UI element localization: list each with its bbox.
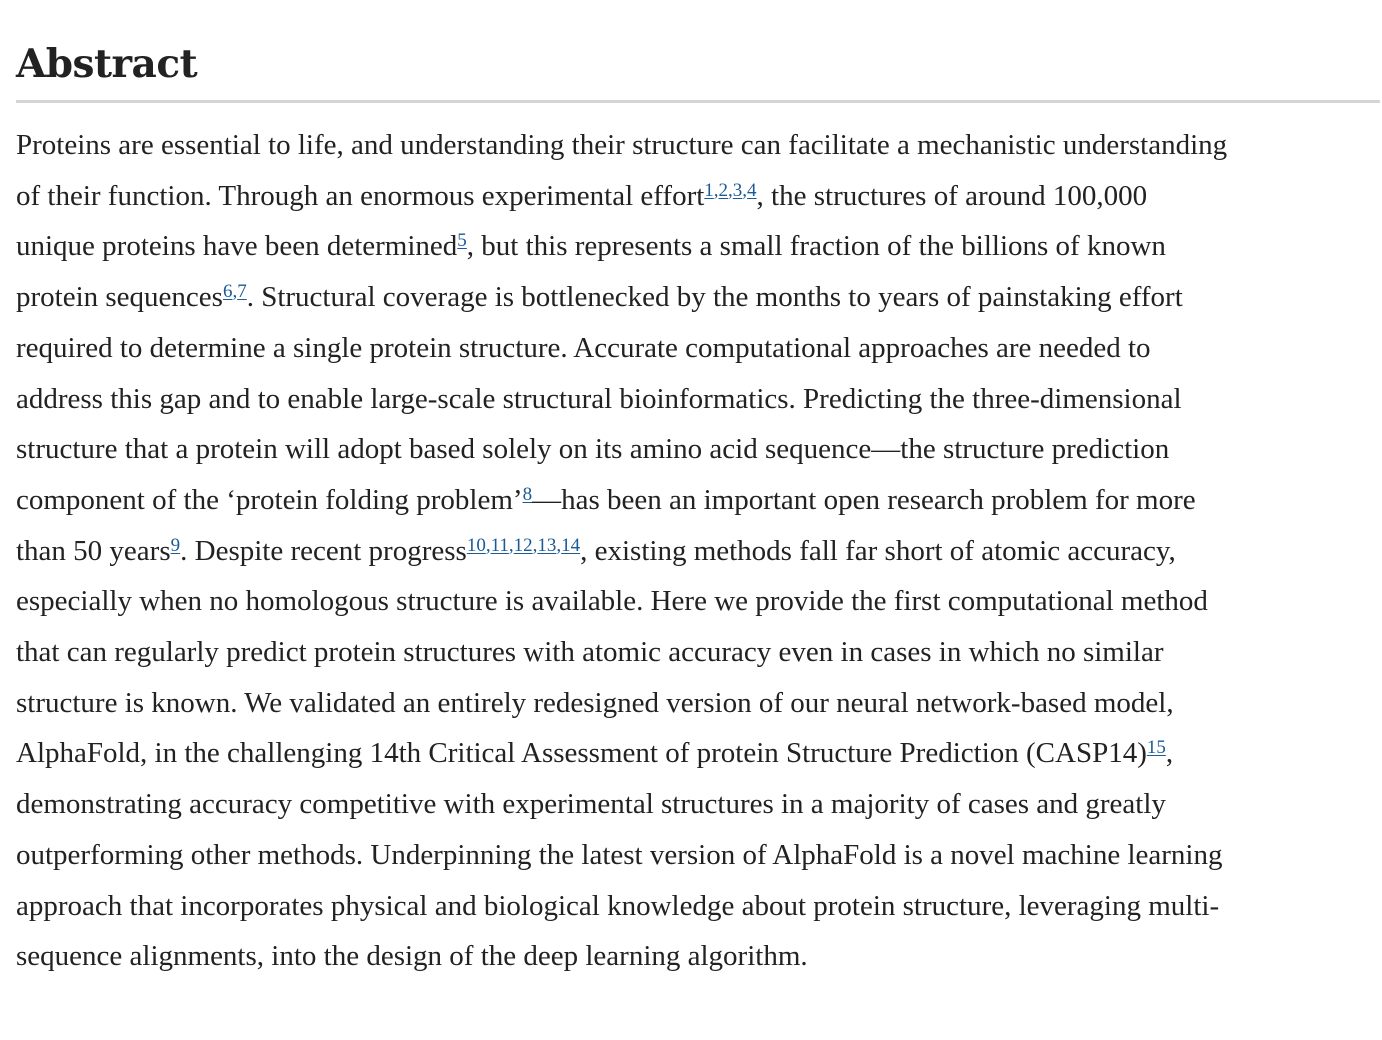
abstract-line: [16, 475, 1380, 526]
abstract-text: , the structures of around 100,000: [756, 179, 1148, 212]
citation-separator: ,: [232, 281, 238, 303]
abstract-text: required to determine a single protein structure. Accurate computational approaches are needed to: [16, 331, 1151, 364]
citation-link[interactable]: 8: [522, 483, 533, 505]
abstract-text: approach that incorporates physical and biological knowledge about protein structure, leveraging multi-: [16, 889, 1220, 922]
abstract-line: [16, 120, 1380, 171]
abstract-text: . Structural coverage is bottlenecked by the months to years of painstaking effort: [246, 281, 1183, 314]
abstract-section: [16, 36, 1380, 982]
abstract-line: [16, 678, 1380, 729]
citation-separator: ,: [556, 534, 562, 556]
citation-link[interactable]: 13: [537, 534, 557, 556]
citation-link[interactable]: 9: [170, 534, 181, 556]
abstract-text: of their function. Through an enormous experimental effort: [16, 179, 705, 212]
abstract-text: sequence alignments, into the design of the deep learning algorithm.: [16, 940, 808, 973]
abstract-text: component of the ‘protein folding problem’: [16, 483, 523, 516]
abstract-text: . Despite recent progress: [180, 534, 467, 567]
citation-separator: ,: [728, 179, 733, 201]
abstract-text: especially when no homologous structure is available. Here we provide the first computational method: [16, 585, 1208, 618]
citation-separator: ,: [508, 534, 514, 556]
citation-link[interactable]: 6: [222, 281, 233, 303]
citation-link[interactable]: 10: [466, 534, 486, 556]
abstract-text: unique proteins have been determined: [16, 230, 458, 263]
citation-group: [704, 180, 756, 201]
citation-group: [223, 281, 247, 302]
citation-separator: ,: [713, 179, 719, 201]
abstract-line: [16, 779, 1380, 830]
citation-separator: ,: [532, 534, 538, 556]
abstract-line: [16, 881, 1380, 932]
citation-group: [171, 535, 181, 556]
abstract-line: [16, 374, 1380, 425]
abstract-text: Proteins are essential to life, and understanding their structure can facilitate a mechanistic understanding: [16, 129, 1228, 161]
abstract-text: address this gap and to enable large-scale structural bioinformatics. Predicting the three-dimensional: [16, 382, 1182, 415]
abstract-line: [16, 221, 1380, 272]
abstract-text: demonstrating accuracy competitive with experimental structures in a majority of cases and greatly: [16, 788, 1166, 821]
citation-link[interactable]: 2: [718, 179, 729, 201]
abstract-text: structure that a protein will adopt based solely on its amino acid sequence—the structure prediction: [16, 433, 1170, 466]
abstract-line: [16, 323, 1380, 374]
abstract-line: [16, 272, 1380, 323]
abstract-text: structure is known. We validated an entirely redesigned version of our neural network-based model,: [16, 686, 1174, 719]
abstract-text: that can regularly predict protein structures with atomic accuracy even in cases in which no similar: [16, 636, 1164, 669]
citation-group: [523, 484, 533, 505]
abstract-line: [16, 728, 1380, 779]
abstract-text: —has been an important open research problem for more: [532, 483, 1196, 516]
citation-link[interactable]: 11: [490, 534, 509, 556]
citation-link[interactable]: 7: [237, 281, 247, 303]
citation-link[interactable]: 3: [732, 179, 743, 201]
citation-group: [457, 230, 467, 251]
abstract-text: ,: [1165, 737, 1174, 770]
abstract-text: protein sequences: [16, 281, 223, 314]
citation-link[interactable]: 14: [561, 534, 581, 556]
citation-group: [467, 535, 580, 556]
abstract-text: than 50 years: [16, 534, 171, 567]
citation-link[interactable]: 12: [513, 534, 533, 556]
abstract-line: [16, 931, 1380, 982]
abstract-line: [16, 576, 1380, 627]
abstract-heading: Abstract: [16, 36, 1380, 103]
citation-link[interactable]: 5: [457, 230, 467, 252]
abstract-text: outperforming other methods. Underpinning the latest version of AlphaFold is a novel machine learning: [16, 838, 1223, 871]
citation-link[interactable]: 4: [747, 179, 757, 201]
abstract-line: [16, 830, 1380, 881]
citation-group: [1147, 737, 1166, 758]
abstract-line: [16, 526, 1380, 577]
abstract-text: , but this represents a small fraction of the billions of known: [466, 230, 1166, 263]
abstract-line: [16, 171, 1380, 222]
citation-separator: ,: [742, 179, 748, 201]
abstract-line: [16, 627, 1380, 678]
abstract-text: , existing methods fall far short of atomic accuracy,: [580, 534, 1176, 567]
abstract-paragraph: [16, 120, 1380, 982]
citation-separator: ,: [485, 534, 491, 556]
citation-link[interactable]: 1: [704, 179, 714, 201]
citation-link[interactable]: 15: [1146, 737, 1166, 759]
abstract-line: [16, 424, 1380, 475]
abstract-text: AlphaFold, in the challenging 14th Critical Assessment of protein Structure Prediction (CASP14): [16, 737, 1147, 770]
